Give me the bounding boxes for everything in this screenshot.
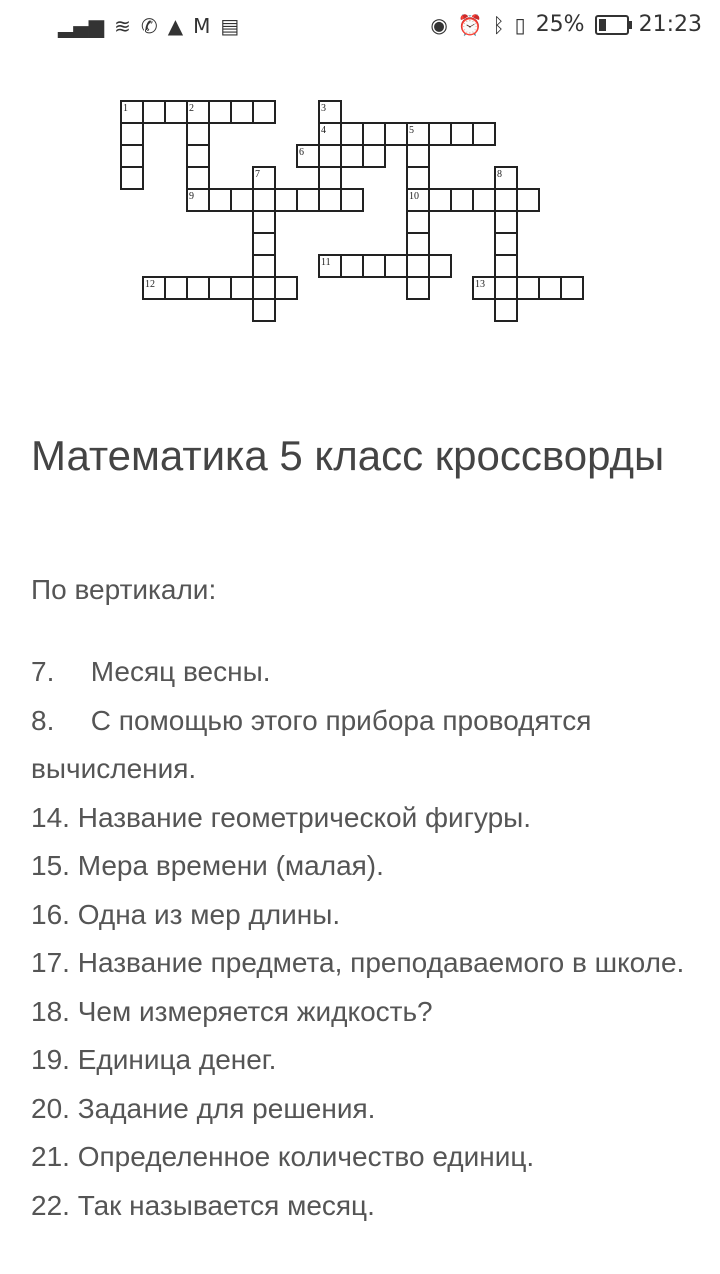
status-bar (0, 0, 720, 56)
crossword-cell (121, 167, 143, 189)
crossword-cell (253, 101, 275, 123)
crossword-cell (253, 233, 275, 255)
crossword-cell (253, 277, 275, 299)
crossword-number: 6 (299, 147, 304, 158)
crossword-cell (209, 101, 231, 123)
crossword-cell (253, 189, 275, 211)
clue-text: Название геометрической фигуры. (77, 801, 532, 833)
crossword-cell (253, 299, 275, 321)
crossword-number: 10 (409, 191, 419, 202)
list-item (31, 648, 691, 697)
crossword-cell (363, 255, 385, 277)
crossword-cell (407, 211, 429, 233)
crossword-cell (407, 233, 429, 255)
crossword-cell (429, 255, 451, 277)
crossword-cell (209, 189, 231, 211)
list-item (31, 891, 691, 940)
clue-number: 14. (31, 801, 70, 833)
title-word: кроссворды (434, 432, 665, 479)
crossword-cell (187, 167, 209, 189)
crossword-cell (231, 277, 253, 299)
crossword-cell (143, 101, 165, 123)
list-item (31, 1085, 691, 1134)
clue-text: Одна из мер длины. (77, 898, 341, 930)
message-icon: ▤ (220, 14, 240, 38)
crossword-cell (253, 255, 275, 277)
clue-number: 19. (31, 1044, 70, 1075)
crossword-cell (473, 123, 495, 145)
crossword-cell (451, 123, 473, 145)
bluetooth-icon: ᛒ (492, 12, 505, 37)
crossword-cell (319, 189, 341, 211)
title-word: Математика (31, 432, 268, 479)
crossword-cell (385, 123, 407, 145)
crossword-cell (363, 145, 385, 167)
android-icon: ▲ (167, 14, 184, 38)
crossword-cell (451, 189, 473, 211)
crossword-cell (341, 189, 363, 211)
crossword-cell (253, 211, 275, 233)
crossword-cell (341, 123, 363, 145)
crossword-cell (231, 101, 253, 123)
battery-fill (599, 19, 606, 31)
list-item (31, 1182, 691, 1231)
list-item (31, 1133, 691, 1182)
clue-list (31, 648, 691, 1230)
crossword-number: 1 (123, 103, 128, 114)
crossword-cell (517, 189, 539, 211)
section-heading: По вертикали: (31, 574, 217, 605)
crossword-number: 3 (321, 103, 326, 114)
crossword-cell (297, 189, 319, 211)
vibrate-icon: ▯ (514, 12, 526, 37)
clue-number: 22. (31, 1189, 70, 1221)
crossword-number: 7 (255, 169, 260, 180)
clue-number: 8. (31, 704, 55, 736)
clue-text: Задание для решения. (77, 1092, 376, 1124)
signal-icon: ▂▄▆ (58, 14, 105, 38)
crossword-number: 13 (475, 279, 485, 290)
crossword-cell (473, 189, 495, 211)
crossword-cell (517, 277, 539, 299)
clue-text: Название предмета, преподаваемого в школе. (77, 947, 685, 978)
clue-number: 17. (31, 947, 70, 978)
battery-percent: 25% (535, 12, 585, 37)
crossword-cell (319, 167, 341, 189)
crossword-number: 5 (409, 125, 414, 136)
crossword-cell (363, 123, 385, 145)
clue-number: 7. (31, 656, 55, 687)
clue-text: Месяц весны. (90, 656, 271, 687)
clue-number: 21. (31, 1141, 70, 1172)
crossword-cell (407, 145, 429, 167)
crossword-number: 12 (145, 279, 155, 290)
list-item (31, 697, 691, 794)
crossword-cell (407, 277, 429, 299)
crossword-cell (429, 189, 451, 211)
list-item (31, 794, 691, 843)
list-item (31, 988, 691, 1037)
crossword-number: 8 (497, 169, 502, 180)
crossword-cell (495, 233, 517, 255)
crossword-cell (275, 277, 297, 299)
crossword-cell (495, 255, 517, 277)
crossword-cell (209, 277, 231, 299)
crossword-cell (319, 145, 341, 167)
crossword-cell (407, 167, 429, 189)
clue-text: С помощью этого прибора проводятся вычисления. (31, 704, 592, 784)
crossword-cell (495, 189, 517, 211)
crossword-cell (165, 101, 187, 123)
crossword-cell (385, 255, 407, 277)
crossword-cell (165, 277, 187, 299)
battery-icon (595, 15, 629, 35)
clue-text: Определенное количество единиц. (77, 1141, 535, 1172)
clue-number: 16. (31, 898, 70, 930)
page-title (31, 425, 691, 487)
title-word: класс (314, 432, 424, 479)
clue-number: 20. (31, 1092, 70, 1124)
crossword-cell (341, 255, 363, 277)
title-word: 5 (279, 432, 303, 479)
missed-call-icon: ✆ (140, 14, 158, 38)
crossword-cell (231, 189, 253, 211)
crossword-cell (561, 277, 583, 299)
clue-number: 15. (31, 850, 70, 881)
crossword-cell (495, 211, 517, 233)
clue-number: 18. (31, 995, 70, 1027)
crossword-cell (407, 255, 429, 277)
crossword-cell (121, 123, 143, 145)
crossword-number: 2 (189, 103, 194, 114)
crossword-cell (187, 145, 209, 167)
crossword-cell (341, 145, 363, 167)
crossword-cell (495, 299, 517, 321)
clue-text: Единица денег. (77, 1044, 277, 1075)
list-item (31, 842, 691, 891)
crossword-cell (275, 189, 297, 211)
crossword-number: 11 (321, 257, 331, 268)
crossword-cell (495, 277, 517, 299)
crossword-cell (429, 123, 451, 145)
wifi-icon: ≋ (114, 14, 131, 38)
list-item (31, 1036, 691, 1085)
crossword-cell (121, 145, 143, 167)
status-right (430, 12, 702, 37)
crossword-number: 9 (189, 191, 194, 202)
crossword-cell (539, 277, 561, 299)
gmail-icon: M (193, 14, 211, 38)
clue-text: Чем измеряется жидкость? (77, 995, 433, 1027)
crossword-number: 4 (321, 125, 326, 136)
crossword-cell (187, 277, 209, 299)
list-item (31, 939, 691, 988)
clue-text: Мера времени (малая). (77, 850, 384, 881)
clue-text: Так называется месяц. (77, 1189, 375, 1221)
clock: 21:23 (638, 12, 702, 37)
status-left (58, 14, 239, 38)
crossword-grid (0, 56, 720, 356)
alarm-icon: ⏰ (457, 12, 483, 37)
crossword-cell (187, 123, 209, 145)
eye-icon: ◉ (430, 12, 448, 37)
